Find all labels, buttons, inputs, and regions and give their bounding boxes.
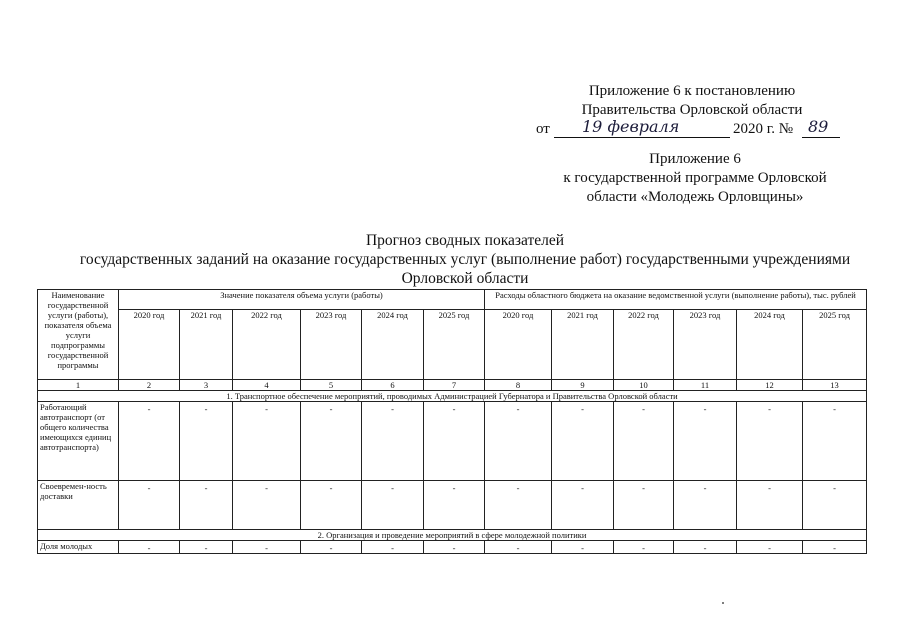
- number-underline: [802, 137, 840, 138]
- column-number: 12: [737, 380, 803, 391]
- year-header: 2020 год: [119, 310, 180, 380]
- year-header: 2023 год: [301, 310, 362, 380]
- table-row: [38, 541, 867, 554]
- year-header: 2025 год: [803, 310, 867, 380]
- value-cell: -: [301, 481, 362, 530]
- value-cell: -: [119, 402, 180, 481]
- year-header: 2021 год: [180, 310, 233, 380]
- year-header: 2022 год: [233, 310, 301, 380]
- value-cell: -: [233, 541, 301, 554]
- value-cell: -: [674, 402, 737, 481]
- column-number: 4: [233, 380, 301, 391]
- table-row: [38, 402, 867, 481]
- year-header: 2024 год: [737, 310, 803, 380]
- column-number: 8: [485, 380, 552, 391]
- value-cell: -: [737, 541, 803, 554]
- column-number: 10: [614, 380, 674, 391]
- program-ref-line-2: к государственной программе Орловской: [563, 170, 827, 186]
- value-cell: -: [803, 481, 867, 530]
- approval-line-1: Приложение 6 к постановлению: [588, 83, 796, 99]
- handwritten-number: 89: [808, 117, 829, 136]
- year-header: 2021 год: [552, 310, 614, 380]
- value-cell: -: [803, 402, 867, 481]
- value-cell: -: [233, 481, 301, 530]
- value-cell: -: [424, 481, 485, 530]
- from-label: от: [536, 121, 550, 137]
- value-cell: -: [119, 541, 180, 554]
- group-header-budget: Расходы областного бюджета на оказание ведомственной услуги (выполнение работы), тыс. рублей: [485, 290, 867, 310]
- value-cell: -: [614, 481, 674, 530]
- order-date-line: [512, 117, 872, 139]
- value-cell: -: [485, 541, 552, 554]
- group-header-volume: Значение показателя объема услуги (работы): [119, 290, 485, 310]
- value-cell: -: [180, 481, 233, 530]
- value-cell: -: [233, 402, 301, 481]
- column-number: 6: [362, 380, 424, 391]
- column-number: 3: [180, 380, 233, 391]
- row-name: Своевремен-ность доставки: [38, 481, 119, 530]
- program-reference: [520, 150, 870, 207]
- row-name: Работающий автотранспорт (от общего количества имеющихся единиц автотранспорта): [38, 402, 119, 481]
- year-label: 2020 г. №: [733, 121, 794, 137]
- row-name: Доля молодых: [38, 541, 119, 554]
- value-cell: -: [803, 541, 867, 554]
- year-header: 2020 год: [485, 310, 552, 380]
- handwritten-date: 19 февраля: [582, 117, 680, 136]
- approval-header: [512, 82, 872, 139]
- value-cell: -: [424, 541, 485, 554]
- value-cell: -: [674, 541, 737, 554]
- value-cell: -: [119, 481, 180, 530]
- value-cell: -: [552, 402, 614, 481]
- value-cell: -: [485, 402, 552, 481]
- section-title: 1. Транспортное обеспечение мероприятий, проводимых Администрацией Губернатора и Правительства Орловской области: [38, 391, 867, 402]
- year-header: 2025 год: [424, 310, 485, 380]
- year-header: 2023 год: [674, 310, 737, 380]
- value-cell: -: [362, 402, 424, 481]
- date-underline: [554, 137, 730, 138]
- column-number-row: [38, 380, 867, 391]
- value-cell: -: [674, 481, 737, 530]
- value-cell: -: [737, 402, 803, 481]
- section-header-row: [38, 391, 867, 402]
- scan-speck: [722, 602, 724, 604]
- value-cell: -: [614, 541, 674, 554]
- value-cell: -: [180, 541, 233, 554]
- value-cell: -: [552, 541, 614, 554]
- column-number: 1: [38, 380, 119, 391]
- year-header: 2022 год: [614, 310, 674, 380]
- forecast-table: [37, 289, 867, 554]
- title-line-2: государственных заданий на оказание государственных услуг (выполнение работ) государственными учреждениями: [79, 251, 851, 268]
- value-cell: -: [362, 481, 424, 530]
- table-row: [38, 481, 867, 530]
- value-cell: -: [180, 402, 233, 481]
- document-title: [60, 231, 870, 288]
- column-number: 5: [301, 380, 362, 391]
- value-cell: -: [552, 481, 614, 530]
- column-number: 7: [424, 380, 485, 391]
- section-title: 2. Организация и проведение мероприятий в сфере молодежной политики: [38, 530, 867, 541]
- column-number: 13: [803, 380, 867, 391]
- title-line-3: Орловской области: [401, 270, 529, 287]
- value-cell: -: [614, 402, 674, 481]
- column-number: 2: [119, 380, 180, 391]
- title-line-1: Прогноз сводных показателей: [365, 232, 565, 249]
- column-number: 9: [552, 380, 614, 391]
- value-cell: -: [301, 402, 362, 481]
- approval-line-2: Правительства Орловской области: [581, 102, 803, 118]
- value-cell: -: [362, 541, 424, 554]
- col1-header: Наименование государственной услуги (работы), показателя объема услуги подпрограммы государственной программы: [38, 290, 119, 380]
- program-ref-line-3: области «Молодежь Орловщины»: [586, 189, 804, 205]
- value-cell: -: [485, 481, 552, 530]
- value-cell: -: [301, 541, 362, 554]
- column-number: 11: [674, 380, 737, 391]
- value-cell: -: [424, 402, 485, 481]
- value-cell: -: [737, 481, 803, 530]
- program-ref-line-1: Приложение 6: [649, 151, 741, 167]
- section-header-row: [38, 530, 867, 541]
- year-header: 2024 год: [362, 310, 424, 380]
